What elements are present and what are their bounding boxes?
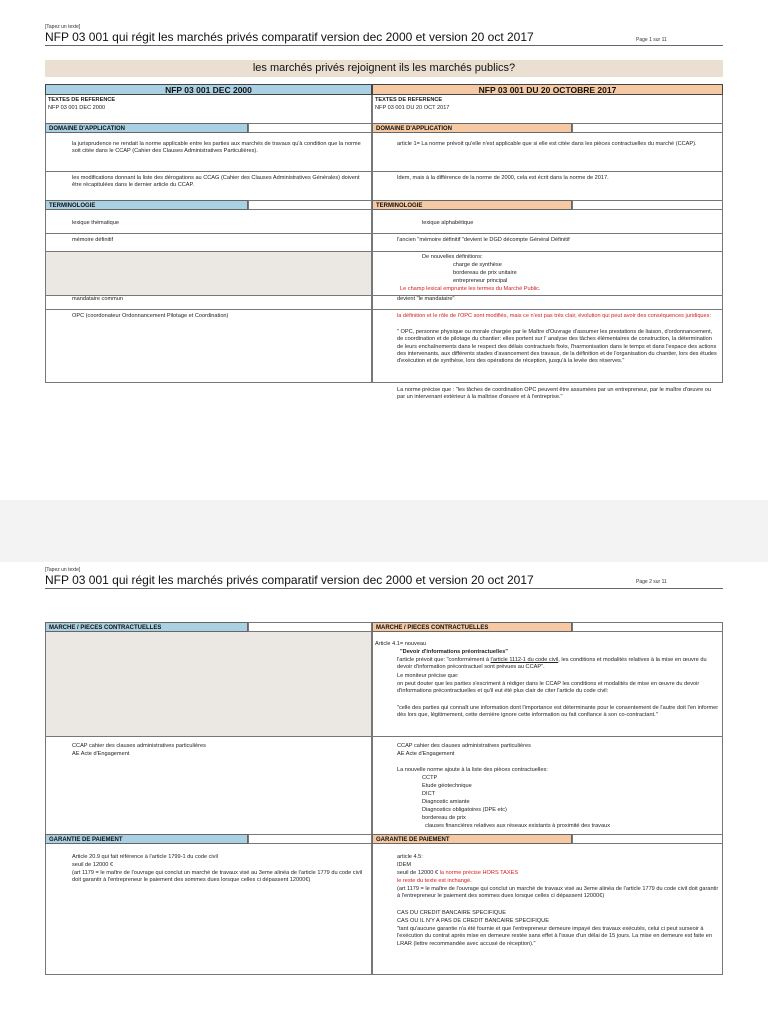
section-label: MARCHE / PIECES CONTRACTUELLES [376,625,489,631]
domaine-right-text-2: Idem, mais à la différence de la norme de 2000, cela est écrit dans la norme de 2017. [397,175,609,181]
ccap-left-1: CCAP cahier des clauses administratives particulières [72,743,206,749]
section-domaine-left [45,123,248,133]
row-divider [45,171,723,172]
section-domaine-right [372,123,572,133]
domaine-right-text-1: article 1= La norme prévoit qu'elle n'est applicable que si elle est citée dans les pièces contractuelles du marché (CCAP). [397,141,697,147]
opc-definition: " OPC, personne physique ou morale chargée par le Maître d'Ouvrage d'assumer les prestations de liaison, d'ordonnancement, de coordination et de pilotage du chantier: elles portent sur l' analyse des tâches élémentaires de construction, la détermination de leurs enchaînements dans le respect des délais contractuels fixés, l'harmonisation dans le temps et dans l'espace des actions des intervenants, aux différents stades d'avancement des travaux, de la définition et de l'organisation du chantier, lors des études d'exécution et de synthèse, lors des opérations de réception, jusqu'à la levée des réserves." [397,329,717,365]
hors-taxes-note: la norme précise HORS TAXES [439,870,519,876]
section-label: TERMINOLOGIE [376,203,423,209]
devoir-title: "Devoir d'informations préontractuelles" [400,649,508,655]
section-label: GARANTIE DE PAIEMENT [376,837,450,843]
header-placeholder: [Tapez un texte] [45,24,81,30]
ref-left-value: NFP 03 001 DEC 2000 [48,105,106,111]
header-placeholder: [Tapez un texte] [45,567,81,573]
devoir-text: l'article prévoit que: "conformément à l'article 1112-1 du code civil, les conditions et modalités relatives à la mise en œuvre du devoir d'information précontractuel sont prévues au CCAP". [397,657,707,671]
section-tail [248,200,372,210]
garantie-right-4: le reste du texte est inchangé. [397,878,472,884]
opc-change-note: la définition et le rôle de l'OPC sont modifiés, mais ce n'est pas très clair, évolution qui peut avoir des conséquences juridiques: [397,313,712,319]
ccap-right-1: CCAP cahier des clauses administratives particulières [397,743,531,749]
empty-grey-cell [46,632,371,736]
section-marche-left [45,622,248,632]
section-tail [572,200,723,210]
term-left-4: OPC (coordonateur Ordonnancement Pilotage et Coordination) [72,313,229,319]
term-right-3: devient "le mandataire" [397,296,455,302]
domaine-left-text-1: la jurisprudence ne rendait la norme applicable entre les parties aux marchés de travaux qu'à condition que la norme soit citée dans le CCAP (Cahier des Clauses Administratives Particulières). [72,141,361,155]
section-label: DOMAINE D'APPLICATION [376,126,452,132]
page-number: Page 1 sur 11 [636,37,667,43]
section-tail [248,123,372,133]
code-civil-quote: "celle des parties qui connaît une information dont l'importance est déterminante pour le consentement de l'autre doit l'en informer dès lors que, légitimement, cette dernière ignore cette information ou fait confiance à son co-contractant." [397,705,719,719]
opc-norme-note: La norme précise que : "les tâches de coordination OPC peuvent être assumées par un entrepreneur, par le maître d'œuvre ou par un intervenant extérieur à la maîtrise d'œuvre et à l'entreprise." [397,387,711,401]
section-tail [572,622,723,632]
article-41: Article 4.1= nouveau [375,641,427,647]
champ-lexical-note: Le champ lexical emprunte les termes du Marché Public. [400,286,541,292]
term-left-2: mémoire définitif [72,237,114,243]
garantie-left-2: seuil de 12000 € [72,862,114,868]
section-label: MARCHE / PIECES CONTRACTUELLES [49,625,162,631]
garantie-right-8: "tant qu'aucune garantie n'a été fournie et que l'entrepreneur demeure impayé des travaux exécutés, celui ci peut surseoir à l'exécution du contrat après mise en demeure restée sans effet à l'issue d'un délai de 15 jours. La mise en demeure est faite en LRAR (lettre recommandée avec accusé de réception)." [397,926,712,947]
page-number: Page 2 sur 11 [636,579,667,585]
question-banner: les marchés privés rejoignent ils les marchés publics? [45,60,723,77]
row-divider [45,736,723,737]
garantie-left-3: (art 1179 = le maître de l'ouvrage qui conclut un marché de travaux visé au 3eme alinéa de l'article 1779 du code civil doit garantir à l'entrepreneur le paiement des sommes dues lorsque celles ci dépassent 12000€) [72,870,363,884]
code-civil-link[interactable]: l'article 1112-1 du code civil [490,657,559,663]
row-divider [45,233,723,234]
garantie-right-1: article 4.5: [397,854,423,860]
section-terminologie-right [372,200,572,210]
empty-grey-cell [46,252,371,295]
section-label: TERMINOLOGIE [49,203,96,209]
piece-item: DICT [422,791,436,797]
ref-left-label: TEXTES DE REFERENCE [48,97,116,103]
section-garantie-left [45,834,248,844]
moniteur-label: Le moniteur précise que: [397,673,459,679]
new-definition-item: charge de synthèse [453,262,502,268]
ref-right-value: NFP 03 001 DU 20 OCT 2017 [375,105,450,111]
piece-item: CCTP [422,775,438,781]
left-column-title: NFP 03 001 DEC 2000 [45,84,372,95]
term-left-3: mandataire commun [72,296,123,302]
piece-item: Etude géotechnique [422,783,472,789]
new-definition-item: bordereau de prix unitaire [453,270,517,276]
document-page-1 [0,0,768,500]
term-left-1: lexique thématique [72,220,119,226]
piece-item: Diagnostics obligatoires (DPE etc) [422,807,507,813]
right-column-title: NFP 03 001 DU 20 OCTOBRE 2017 [372,84,723,95]
clauses-financieres: clauses financières relatives aux réseaux existants à proximité des travaux [425,823,610,829]
section-label: DOMAINE D'APPLICATION [49,126,125,132]
ccap-left-2: AE Acte d'Engagement [72,751,130,757]
section-tail [572,834,723,844]
garantie-right-2: IDEM [397,862,411,868]
new-definition-item: entrepreneur principal [453,278,508,284]
moniteur-text: on peut douter que les parties s'escriment à rédiger dans le CCAP les conditions et modalités de mise en œuvre du devoir d'informations précontractuelles et qu'il eut été plus clair de citer l'article du code civil: [397,681,700,695]
section-tail [248,622,372,632]
row-divider [45,295,723,296]
garantie-right-5: (art 1179 = le maître de l'ouvrage qui conclut un marché de travaux visé au 3eme alinéa de l'article 1779 du code civil doit garantir à l'entrepreneur le paiement des sommes dues lorsque celles ci dépassent 12000€) [397,886,719,900]
garantie-right-3: seuil de 12000 € la norme précise HORS TAXES [397,870,519,876]
section-marche-right [372,622,572,632]
section-label: GARANTIE DE PAIEMENT [49,837,123,843]
section-garantie-right [372,834,572,844]
ref-right-label: TEXTES DE REFERENCE [375,97,443,103]
section-tail [572,123,723,133]
document-title: NFP 03 001 qui régit les marchés privés comparatif version dec 2000 et version 20 oct 2017 [45,573,534,587]
piece-item: bordereau de prix [422,815,466,821]
header-divider [45,45,723,46]
term-right-2: l'ancien "mémoire définitif "devient le DGD décompte Général Définitif [397,237,570,243]
garantie-right-7: CAS OU IL N'Y A PAS DE CREDIT BANCAIRE SPECIFIQUE [397,918,549,924]
ajoute-text: La nouvelle norme ajoute à la liste des pièces contractuelles: [397,767,548,773]
ccap-right-2: AE Acte d'Engagement [397,751,455,757]
section-tail [248,834,372,844]
document-title: NFP 03 001 qui régit les marchés privés comparatif version dec 2000 et version 20 oct 2017 [45,30,534,44]
section-terminologie-left [45,200,248,210]
new-definitions-title: De nouvelles définitions: [422,254,483,260]
term-right-1: lexique alphabétique [422,220,474,226]
header-divider [45,588,723,589]
garantie-right-6: CAS DU CREDIT BANCAIRE SPECIFIQUE [397,910,506,916]
document-page-2 [0,562,768,1024]
row-divider [45,309,723,310]
piece-item: Diagnostic amiante [422,799,470,805]
domaine-left-text-2: les modifications donnant la liste des dérogations au CCAG (Cahier des Clauses Administratives Générales) doivent être récapitulées dans le dernier article du CCAP. [72,175,360,189]
garantie-left-1: Article 20.9 qui fait référence à l'article 1799-1 du code civil [72,854,218,860]
